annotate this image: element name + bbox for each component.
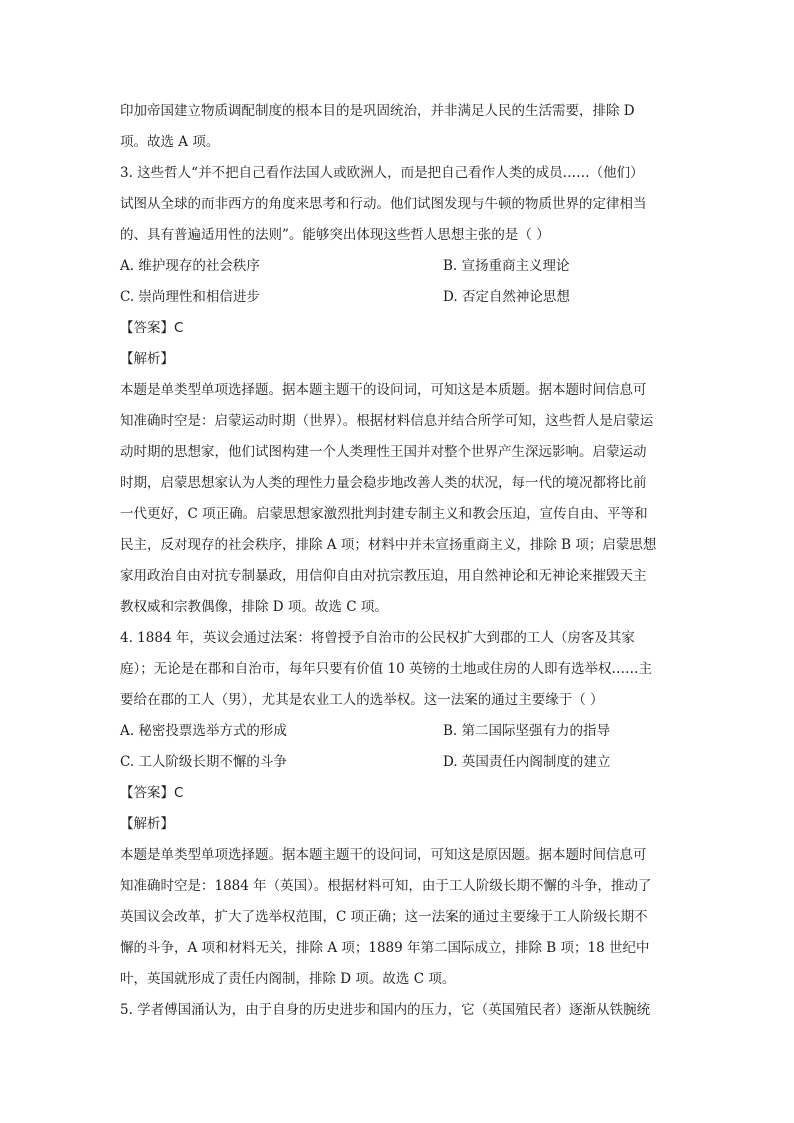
options-row	[120, 251, 680, 282]
question-stem-line: 5. 学者傅国涌认为，由于自身的历史进步和国内的压力，它（英国殖民者）逐渐从铁腕统	[120, 1002, 651, 1018]
question-stem-line: 3. 这些哲人“并不把自己看作法国人或欧洲人，而是把自己看作人类的成员……（他们）	[120, 165, 644, 181]
analysis-line: 知准确时空是：1884 年（英国）。根据材料可知，由于工人阶级长期不懈的斗争，推动了	[120, 878, 652, 894]
question-3	[120, 158, 680, 623]
analysis-line: 家用政治自由对抗专制暴政，用信仰自由对抗宗教压迫，用自然神论和无神论来摧毁天主	[120, 568, 647, 584]
option-b: B. 宣扬重商主义理论	[443, 258, 570, 274]
question-stem-line: 的、具有普遍适用性的法则”。能够突出体现这些哲人思想主张的是（ ）	[120, 227, 550, 243]
question-stem-line: 庭）；无论是在郡和自治市，每年只要有价值 10 英镑的土地或住房的人即有选举权……主	[120, 661, 653, 677]
analysis-line: 民主，反对现存的社会秩序，排除 A 项；材料中并未宣扬重商主义，排除 B 项；启蒙思想	[120, 537, 657, 553]
analysis-line: 教权威和宗教偶像，排除 D 项。故选 C 项。	[120, 599, 388, 615]
analysis-label: 【解析】	[120, 351, 174, 367]
question-stem-line: 要给在郡的工人（男），尤其是农业工人的选举权。这一法案的通过主要缘于（ ）	[120, 692, 604, 708]
option-a: A. 秘密投票选举方式的形成	[120, 723, 287, 739]
option-d: D. 否定自然神论思想	[443, 289, 570, 305]
analysis-line: 懈的斗争，A 项和材料无关，排除 A 项；1889 年第二国际成立，排除 B 项；18 世纪中	[120, 940, 650, 956]
options-row	[120, 716, 680, 747]
text-line: 项。故选 A 项。	[120, 134, 220, 150]
option-b: B. 第二国际坚强有力的指导	[443, 723, 611, 739]
document-page	[120, 96, 680, 1026]
options-row	[120, 747, 680, 778]
text-line: 印加帝国建立物质调配制度的根本目的是巩固统治，并非满足人民的生活需要，排除 D	[120, 103, 635, 119]
option-d: D. 英国责任内阁制度的建立	[443, 754, 611, 770]
analysis-line: 知准确时空是：启蒙运动时期（世界）。根据材料信息并结合所学可知，这些哲人是启蒙运	[120, 413, 654, 429]
options-row	[120, 282, 680, 313]
analysis-line: 一代更好，C 项正确。启蒙思想家激烈批判封建专制主义和教会压迫，宣传自由、平等和	[120, 506, 648, 522]
answer-label: 【答案】C	[120, 320, 184, 336]
question-5	[120, 995, 680, 1026]
analysis-line: 英国议会改革，扩大了选举权范围，C 项正确；这一法案的通过主要缘于工人阶级长期不	[120, 909, 648, 925]
analysis-line: 本题是单类型单项选择题。据本题主题干的设问词，可知这是原因题。据本题时间信息可	[120, 847, 647, 863]
answer-label: 【答案】C	[120, 785, 184, 801]
option-c: C. 崇尚理性和相信进步	[120, 289, 260, 305]
analysis-line: 本题是单类型单项选择题。据本题主题干的设问词，可知这是本质题。据本题时间信息可	[120, 382, 647, 398]
analysis-line: 时期，启蒙思想家认为人类的理性力量会稳步地改善人类的状况，每一代的境况都将比前	[120, 475, 647, 491]
analysis-label: 【解析】	[120, 816, 174, 832]
analysis-line: 叶，英国就形成了责任内阁制，排除 D 项。故选 C 项。	[120, 971, 456, 987]
question-stem-line: 4. 1884 年，英议会通过法案：将曾授予自治市的公民权扩大到郡的工人（房客及其家	[120, 630, 635, 646]
option-c: C. 工人阶级长期不懈的斗争	[120, 754, 287, 770]
question-stem-line: 试图从全球的而非西方的角度来思考和行动。他们试图发现与牛顿的物质世界的定律相当	[120, 196, 647, 212]
analysis-line: 动时期的思想家，他们试图构建一个人类理性王国并对整个世界产生深远影响。启蒙运动	[120, 444, 647, 460]
option-a: A. 维护现存的社会秩序	[120, 258, 260, 274]
question-4	[120, 623, 680, 995]
